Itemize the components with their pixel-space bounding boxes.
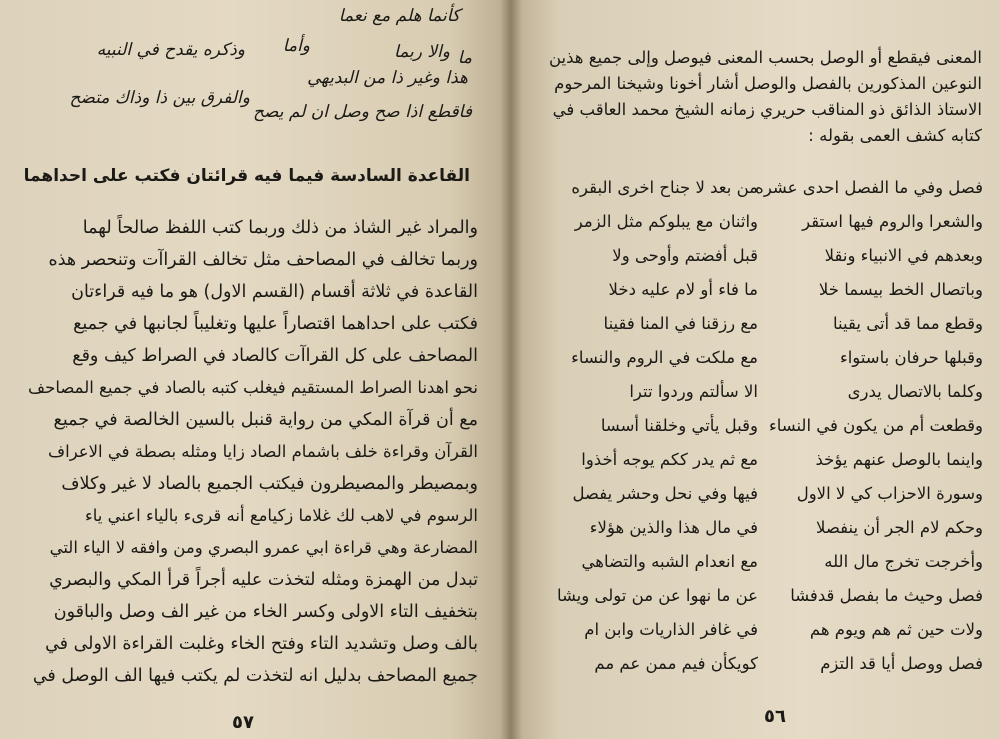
section-heading: القاعدة السادسة فيما فيه قرائتان فكتب على احداهما <box>23 166 470 186</box>
verse-first-half: فصل وفي ما الفصل احدى عشره <box>755 178 983 197</box>
verse-second-half: مع ثم يدر ككم يوجه أخذوا <box>581 450 758 469</box>
verse-second-half: فيها وفي نحل وحشر يفصل <box>572 484 758 503</box>
handwritten-line: كأنما هلم مع نعما <box>338 6 460 26</box>
body-line: والمراد غير الشاذ من ذلك وربما كتب اللفظ صالحاً لهما <box>82 218 478 238</box>
intro-line: كتابه كشف العمى بقوله : <box>808 126 982 145</box>
book-gutter <box>500 0 522 739</box>
body-line: المضارعة وهي قراءة ابي عمرو البصري ومن وافقه لا الياء التي <box>49 538 478 557</box>
verse-first-half: وسورة الاحزاب كي لا الاول <box>796 484 983 503</box>
verse-first-half: وقطعت أم من يكون في النساء <box>768 416 983 435</box>
handwritten-line: فاقطع اذا صح وصل ان لم يصح <box>253 102 472 122</box>
body-line: المصاحف على كل القراآت كالصاد في الصراط كيف وقع <box>72 346 478 366</box>
body-line: نحو اهدنا الصراط المستقيم فيغلب كتبه بالصاد في جميع المصاحف <box>28 378 478 397</box>
body-line: مع أن قرآة المكي من رواية قنبل بالسين الخالصة في جميع <box>53 410 478 430</box>
verse-second-half: مع انعدام الشبه والتضاهي <box>581 552 758 571</box>
body-line: القرآن وقراءة خلف باشمام الصاد زايا ومثله بصطة في الاعراف <box>48 442 478 461</box>
body-line: القاعدة في ثلاثة أقسام (القسم الاول) هو ما فيه قراءتان <box>71 282 478 302</box>
verse-second-half: في غافر الذاريات وابن ام <box>584 620 758 639</box>
verse-first-half: وحكم لام الجر أن ينفصلا <box>815 518 983 537</box>
verse-first-half: واينما بالوصل عنهم يؤخذ <box>815 450 983 469</box>
verse-second-half: عن ما نهوا عن من تولى ويشا <box>556 586 758 605</box>
body-line: الرسوم في لاهب لك غلاما زكيامع أنه قرىء بالياء اعني ياء <box>84 506 478 525</box>
verse-second-half: وقبل يأتي وخلقنا أسسا <box>600 416 758 435</box>
verse-first-half: والشعرا والروم فيها استقر <box>802 212 983 231</box>
verse-first-half: وباتصال الخط بيسما خلا <box>818 280 983 299</box>
verse-first-half: فصل ووصل أيا قد التزم <box>820 654 983 673</box>
verse-first-half: وبعدهم في الانبياء ونقلا <box>824 246 983 265</box>
verse-first-half: فصل وحيث ما بفصل قدفشا <box>790 586 983 605</box>
right-page <box>510 0 1000 739</box>
verse-second-half: مع ملكت في الروم والنساء <box>571 348 758 367</box>
intro-line: الاستاذ الذائق ذو المناقب حريري زمانه الشيخ محمد العاقب في <box>552 100 982 119</box>
verse-second-half: في مال هذا والذين هؤلاء <box>589 518 758 537</box>
verse-first-half: ولات حين ثم هم ويوم هم <box>809 620 983 639</box>
verse-second-half: كويكأن فيم ممن عم مم <box>594 654 758 673</box>
intro-line: النوعين المذكورين بالفصل والوصل أشار أخونا وشيخنا المرحوم <box>554 74 982 93</box>
page-number: ٥٦ <box>764 706 786 727</box>
verse-second-half: مع رزقنا في المنا فقينا <box>603 314 758 333</box>
body-line: تبدل من الهمزة ومثله لتخذت عليه أجراً قرأ المكي والبصري <box>49 570 478 590</box>
verse-second-half: ما فاء أو لام عليه دخلا <box>608 280 758 299</box>
handwritten-line: وذكره يقدح في النبيه <box>96 40 245 60</box>
verse-second-half: الا سألتم وردوا تترا <box>629 382 758 401</box>
body-line: جميع المصاحف بدليل انه لتخذت لم يكتب فيها الف الوصل في <box>32 666 478 686</box>
handwritten-line: ما <box>457 48 472 68</box>
verse-first-half: وكلما بالاتصال يدرى <box>847 382 983 401</box>
verse-second-half: من بعد لا جناح اخرى البقره <box>571 178 758 197</box>
page-number: ٥٧ <box>232 712 254 733</box>
body-line: بالف وصل وتشديد التاء وفتح الخاء وغلبت القراءة الاولى في <box>45 634 478 654</box>
handwritten-line: وأما <box>282 36 310 56</box>
verse-first-half: وأخرجت تخرج مال الله <box>824 552 983 571</box>
verse-second-half: واثنان مع يبلوكم مثل الزمر <box>574 212 758 231</box>
handwritten-line: والفرق بين ذا وذاك متضح <box>69 88 250 108</box>
verse-second-half: قبل أفضتم وأوحى ولا <box>612 246 758 265</box>
body-line: وبمصيطر والمصيطرون فيكتب الجميع بالصاد لا غير وكلاف <box>61 474 478 494</box>
body-line: فكتب على احداهما اقتصاراً عليها وتغليباً لجانبها في جميع <box>73 314 478 334</box>
handwritten-line: والا ربما <box>394 42 450 62</box>
body-line: وربما تخالف في المصاحف مثل تخالف القراآت وتنحصر هذه <box>48 250 478 270</box>
verse-first-half: وقبلها حرفان باستواء <box>839 348 983 367</box>
handwritten-line: هذا وغير ذا من البديهي <box>307 68 468 88</box>
body-line: بتخفيف التاء الاولى وكسر الخاء من غير الف وصل والباقون <box>53 602 478 622</box>
verse-first-half: وقطع مما قد أتى يقينا <box>833 314 983 333</box>
intro-line: المعنى فيقطع أو الوصل بحسب المعنى فيوصل وإلى جميع هذين <box>548 48 982 67</box>
